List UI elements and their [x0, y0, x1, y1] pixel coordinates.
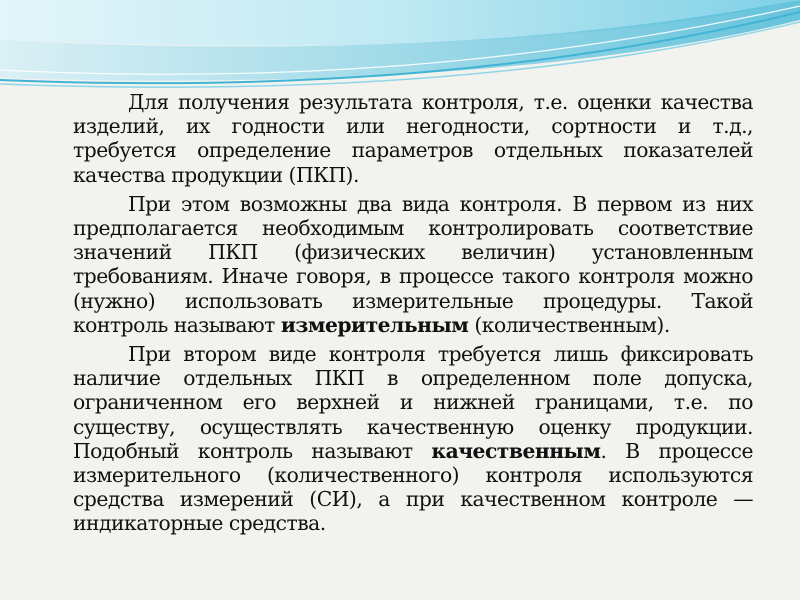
- wave-header-decoration: [0, 0, 800, 100]
- term-measuring: измерительным: [280, 312, 469, 337]
- paragraph-3-text: При втором виде контроля требуется лишь фиксировать наличие отдельных ПКП в определенном поле допуска, ограниченном его верхней и нижней границами, т.е. по существу, осуществлять качественную оценку продукции. Подобный контроль называют: [73, 342, 753, 463]
- paragraph-3-text-after: . В процессе измерительного (количественного) контроля используются средства измерений (СИ), а при качественном контроле — индикаторные средства.: [73, 438, 753, 536]
- paragraph-1: [73, 90, 753, 187]
- paragraph-2: [73, 192, 753, 337]
- term-quantitative: (количественным).: [468, 312, 670, 337]
- term-qualitative: качественным: [431, 438, 601, 463]
- paragraph-2-text: При этом возможны два вида контроля. В первом из них предполагается необходимым контролировать соответствие значений ПКП (физических величин) установленным требованиям. Иначе говоря, в процессе такого контроля можно (нужно) использовать измерительные процедуры. Такой контроль называют: [73, 191, 753, 337]
- paragraph-3: [73, 342, 753, 536]
- body-text: [73, 90, 753, 541]
- paragraph-1-text: Для получения результата контроля, т.е. оценки качества изделий, их годности или негодности, сортности и т.д., требуется определение параметров отдельных показателей качества продукции (ПКП).: [73, 90, 753, 187]
